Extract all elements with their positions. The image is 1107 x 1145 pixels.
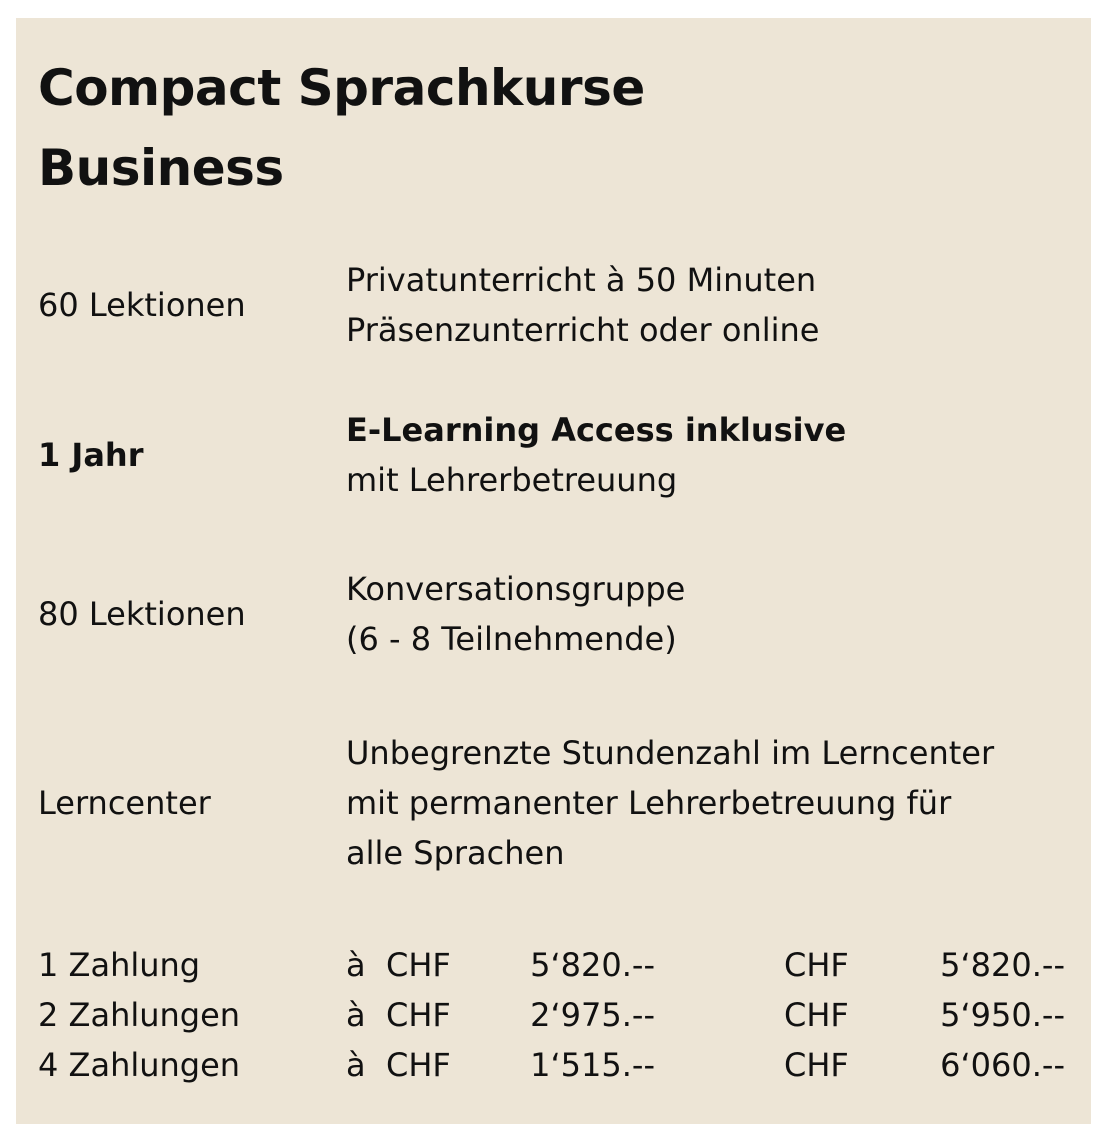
row-label-lektionen-gruppe: 80 Lektionen — [38, 595, 246, 633]
row-description-konversation — [346, 564, 685, 664]
row-label-lerncenter: Lerncenter — [38, 784, 211, 822]
price-card — [16, 18, 1091, 1124]
payment-total-currency: CHF — [784, 1046, 849, 1084]
payment-prefix: à — [346, 1046, 366, 1084]
payment-prefix: à — [346, 996, 366, 1034]
payment-total-currency: CHF — [784, 946, 849, 984]
row-description-lerncenter — [346, 728, 994, 878]
payment-total: 6‘060.-- — [940, 1046, 1065, 1084]
payment-prefix: à — [346, 946, 366, 984]
payment-row — [16, 1040, 1091, 1090]
description-line: mit permanenter Lehrerbetreuung für — [346, 784, 952, 822]
row-description-elearning — [346, 405, 846, 505]
payment-label: 1 Zahlung — [38, 946, 201, 984]
payment-row — [16, 990, 1091, 1040]
description-line: Präsenzunterricht oder online — [346, 311, 820, 349]
description-line: Privatunterricht à 50 Minuten — [346, 261, 817, 299]
payment-amount: 5‘820.-- — [530, 946, 655, 984]
row-label-jahr: 1 Jahr — [38, 436, 144, 474]
payment-amount: 2‘975.-- — [530, 996, 655, 1034]
payment-currency: CHF — [386, 996, 451, 1034]
card-title — [38, 48, 645, 208]
payment-row — [16, 940, 1091, 990]
payment-currency: CHF — [386, 946, 451, 984]
payment-label: 4 Zahlungen — [38, 1046, 241, 1084]
payment-amount: 1‘515.-- — [530, 1046, 655, 1084]
description-line: alle Sprachen — [346, 834, 565, 872]
description-line: Konversationsgruppe — [346, 570, 686, 608]
payment-total-currency: CHF — [784, 996, 849, 1034]
payment-total: 5‘820.-- — [940, 946, 1065, 984]
description-line: Unbegrenzte Stundenzahl im Lerncenter — [346, 734, 995, 772]
row-label-lektionen-privat: 60 Lektionen — [38, 286, 246, 324]
row-description-privat — [346, 255, 819, 355]
description-line: (6 - 8 Teilnehmende) — [346, 620, 677, 658]
description-line: mit Lehrerbetreuung — [346, 461, 678, 499]
title-line-1: Compact Sprachkurse — [38, 59, 645, 117]
payment-total: 5‘950.-- — [940, 996, 1065, 1034]
payment-currency: CHF — [386, 1046, 451, 1084]
payment-label: 2 Zahlungen — [38, 996, 241, 1034]
title-line-2: Business — [38, 139, 284, 197]
description-line-bold: E-Learning Access inklusive — [346, 411, 847, 449]
